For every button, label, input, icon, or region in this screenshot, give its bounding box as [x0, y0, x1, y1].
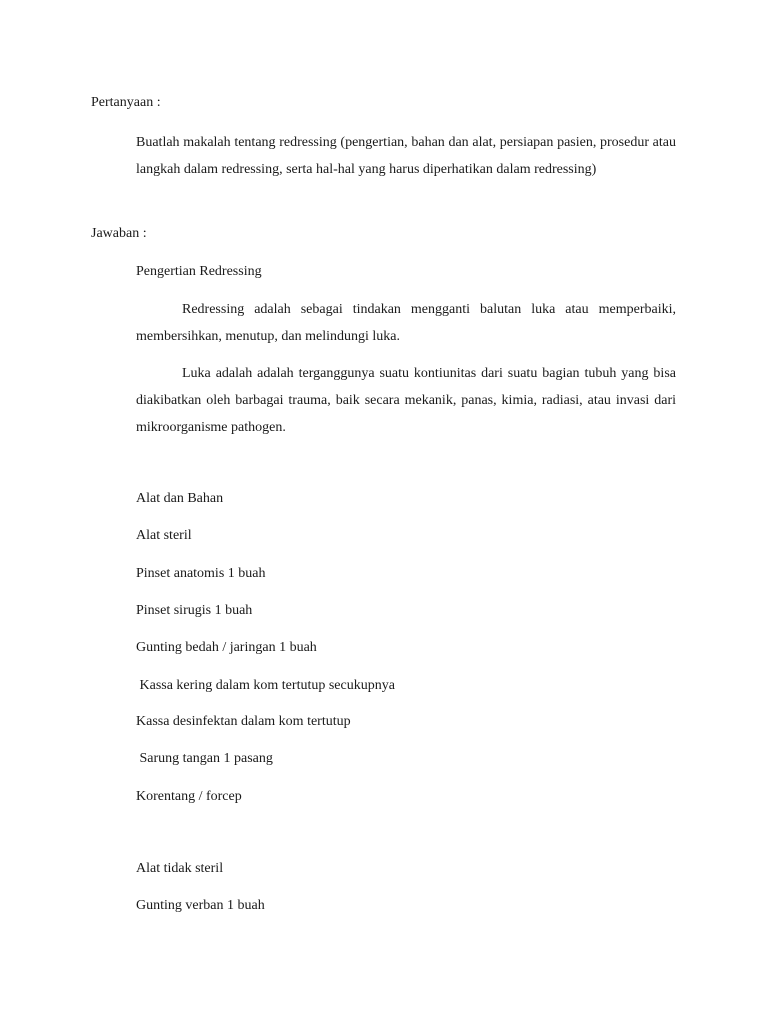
- wound-paragraph-text: Luka adalah adalah terganggunya suatu kontiunitas dari suatu bagian tubuh yang bisa diakibatkan oleh barbagai trauma, baik secara mekanik, panas, kimia, radiasi, atau invasi dari mikroorganisme pathogen.: [136, 366, 676, 435]
- list-item: Gunting verban 1 buah: [136, 898, 265, 913]
- nonsterile-heading: Alat tidak steril: [136, 861, 224, 876]
- list-item: Korentang / forcep: [136, 789, 242, 804]
- tools-heading: Alat dan Bahan: [136, 491, 224, 506]
- question-text: Buatlah makalah tentang redressing (pengertian, bahan dan alat, persiapan pasien, prosedur atau langkah dalam redressing, serta hal-hal yang harus diperhatikan dalam redressing): [136, 135, 676, 177]
- list-item: Kassa kering dalam kom tertutup secukupnya: [136, 678, 395, 693]
- definition-paragraph-text: Redressing adalah sebagai tindakan mengganti balutan luka atau memperbaiki, membersihkan, menutup, dan melindungi luka.: [136, 302, 676, 344]
- list-item: Kassa desinfektan dalam kom tertutup: [136, 714, 351, 729]
- answer-label: Jawaban :: [91, 226, 147, 241]
- question-label: Pertanyaan :: [91, 95, 161, 110]
- wound-paragraph: [136, 360, 676, 441]
- list-item: Pinset sirugis 1 buah: [136, 603, 253, 618]
- list-item: Gunting bedah / jaringan 1 buah: [136, 640, 317, 655]
- definition-paragraph: [136, 296, 676, 350]
- sterile-heading: Alat steril: [136, 528, 192, 543]
- list-item: Sarung tangan 1 pasang: [136, 751, 273, 766]
- definition-heading: Pengertian Redressing: [136, 264, 262, 279]
- list-item: Pinset anatomis 1 buah: [136, 566, 266, 581]
